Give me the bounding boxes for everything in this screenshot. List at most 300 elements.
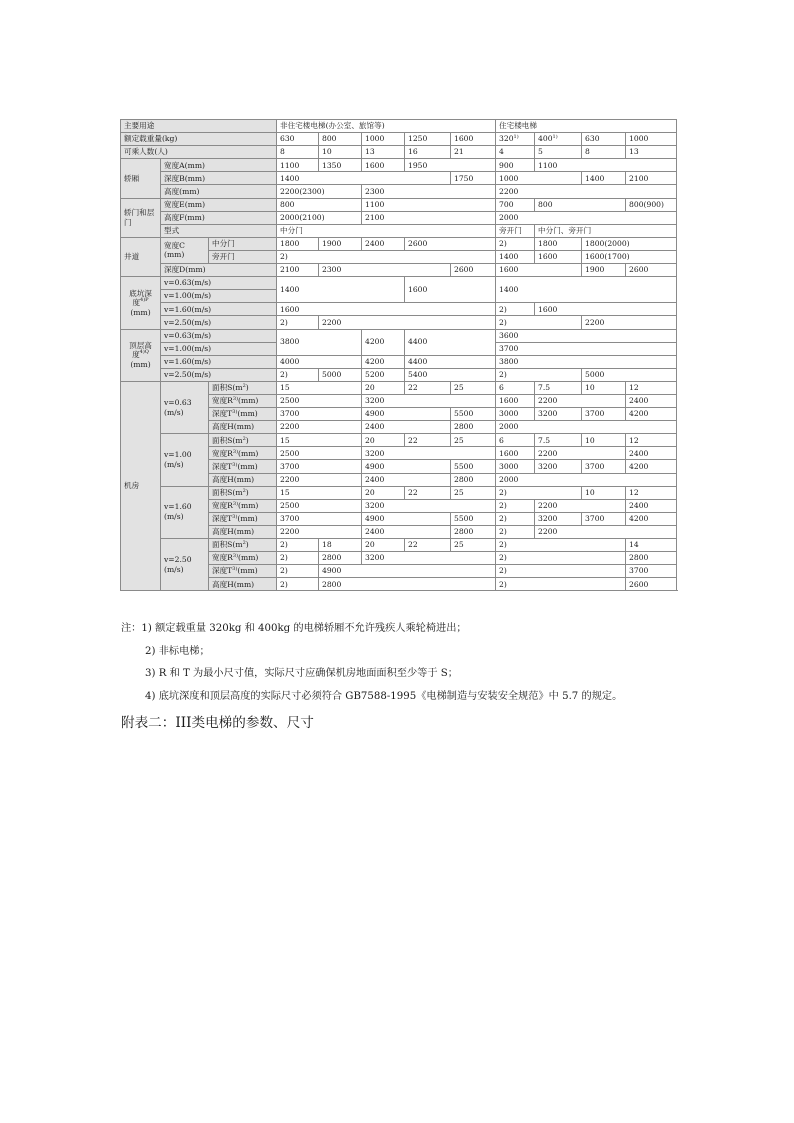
table-cell: 4400 [405,355,496,368]
group-label-pit [121,277,161,329]
table-cell: 2500 [277,447,362,460]
table-cell: 3700 [582,408,626,421]
note-2: 2) 非标电梯； [145,645,210,657]
table-cell: 2100 [626,172,677,185]
table-cell: 2500 [277,499,362,512]
table-cell: 7.5 [535,434,582,447]
table-cell: 2300 [319,264,451,277]
row-label [209,565,277,578]
row-label: v=0.63(m/s) [161,329,277,342]
row-label [209,460,277,473]
table-row [121,133,677,146]
table-cell: 1600 [535,250,582,263]
speed-unit: (m/s) [164,459,184,469]
table-cell: 2200 [535,447,626,460]
superscript: 2 [242,435,246,442]
table-cell: 4200 [626,460,677,473]
label-text: 面积S(m [212,540,243,550]
table-cell: 2200 [319,316,496,329]
table-cell: 2800 [626,552,677,565]
table-cell: 3200 [535,460,582,473]
table-cell: 21 [451,146,496,159]
table-cell: 3200 [362,447,496,460]
table-cell: 2200 [535,499,626,512]
table-cell: 1600 [451,133,496,146]
row-label [209,552,277,565]
group-label-machine-room: 机房 [121,381,161,591]
table-cell: 2100 [362,211,496,224]
row-label [209,434,277,447]
group-label-headroom [121,329,161,381]
table-cell: 2800 [451,473,496,486]
row-label: 型式 [161,224,277,237]
label-text: (mm) [238,500,259,510]
table-cell: 12 [626,381,677,394]
table-cell: 22 [405,434,451,447]
elevator-spec-table [120,119,677,591]
table-row [121,316,677,329]
table-cell: 1400 [496,277,677,303]
speed-unit: (m/s) [164,407,184,417]
table-cell: 2) [496,486,582,499]
speed-text: v=2.50 [164,554,192,564]
table-cell: 中分门、旁开门 [535,224,677,237]
group-text: (mm) [130,307,151,317]
table-cell: 2200 [277,525,362,538]
row-label: 高度F(mm) [161,211,277,224]
table-cell: 3600 [496,329,677,342]
footnote-mark: 3) [232,396,239,403]
table-cell: 25 [451,539,496,552]
table-cell: 800(900) [626,198,677,211]
table-cell: 2800 [319,552,362,565]
table-cell: 2) [277,565,319,578]
note-4: 4) 底坑深度和顶层高度的实际尺寸必须符合 GB7588-1995《电梯制造与安装安全规范》中 5.7 的规定。 [145,690,623,702]
table-cell: 3700 [277,460,362,473]
superscript: 2 [242,487,246,494]
table-cell: 1600 [496,447,535,460]
table-row [121,198,677,211]
table-cell: 12 [626,434,677,447]
table-cell: 4200 [626,408,677,421]
table-cell: 1900 [582,264,626,277]
table-cell: 2400 [626,394,677,407]
table-row [121,355,677,368]
footnote-mark: 3) [232,409,238,416]
table-cell: 6 [496,381,535,394]
table-cell: 3200 [535,512,582,525]
label-text: (mm) [237,514,258,524]
speed-unit: (m/s) [164,564,184,574]
table-cell: 4200 [362,355,405,368]
table-cell: 3700 [626,565,677,578]
footnote-mark: 3) [232,514,238,521]
table-cell: 3200 [535,408,582,421]
row-label: v=2.50(m/s) [161,368,277,381]
speed-label [161,381,209,433]
table-row [121,368,677,381]
row-label [209,539,277,552]
table-cell: 5500 [451,408,496,421]
note-1: 注：1) 额定载重量 320kg 和 400kg 的电梯轿厢不允许残疾人乘轮椅进出； [121,623,467,634]
table-cell: 1600 [405,277,496,303]
table-cell: 2) [496,525,535,538]
table-cell: 22 [405,539,451,552]
row-label: 高度H(mm) [209,473,277,486]
table-cell: 2000 [496,211,677,224]
row-label: 宽度E(mm) [161,198,277,211]
speed-label [161,486,209,538]
table-cell: 4200 [626,512,677,525]
label-text: 宽度R [212,500,233,510]
table-cell: 2000 [496,421,677,434]
group-label-car: 轿厢 [121,159,161,198]
table-notes [121,618,721,708]
table-cell: 22 [405,486,451,499]
elevator-spec-sheet [120,119,676,591]
label-text: (mm) [237,566,258,576]
table-cell: 2400 [362,237,405,250]
table-cell: 4 [496,146,535,159]
table-cell: 630 [277,133,319,146]
row-label: 可乘人数(人) [121,146,277,159]
row-label: v=2.50(m/s) [161,316,277,329]
table-cell: 2200 [535,525,677,538]
table-row [121,237,677,250]
table-cell: 20 [362,486,405,499]
table-cell: 1600 [362,159,405,172]
table-cell: 5000 [319,368,362,381]
group-text: 度 [132,298,141,308]
label-text: 宽度R [212,396,233,406]
label-text: 宽度R [212,448,233,458]
table-cell: 2) [496,565,626,578]
table-cell: 1350 [319,159,362,172]
table-cell: 4900 [319,565,496,578]
label-text: ) [245,435,249,445]
table-cell: 2200 [277,473,362,486]
table-cell: 3800 [277,329,362,355]
table-cell: 5400 [405,368,496,381]
row-label: 高度H(mm) [209,578,277,591]
row-label: 中分门 [209,237,277,250]
row-label [209,499,277,512]
label-text: 面积S(m [212,383,243,393]
table-cell: 1600 [277,303,496,316]
label-text: ) [245,487,249,497]
table-row [121,539,677,552]
label-text: (mm) [238,448,259,458]
cell-value: 400 [538,134,553,144]
table-cell: 5200 [362,368,405,381]
label-text: 深度T [212,566,233,576]
table-row [121,185,677,198]
label-text: 宽度R [212,553,233,563]
table-cell: 2600 [451,264,496,277]
table-cell: 13 [626,146,677,159]
table-cell: 2) [496,539,626,552]
footnote-mark: 3) [232,448,239,455]
table-cell: 14 [626,539,677,552]
table-cell: 2000 [496,473,677,486]
group-text: 度 [132,350,140,360]
table-cell: 1000 [626,133,677,146]
row-label: v=1.60(m/s) [161,303,277,316]
label-text: (mm) [238,553,259,563]
table-cell: 2) [496,316,582,329]
group-text: 底坑深 [129,288,152,298]
table-cell: 6 [496,434,535,447]
group-label-doors: 轿门和层门 [121,198,161,237]
table-cell: 中分门 [277,224,496,237]
speed-unit: (m/s) [164,512,184,522]
table-cell: 2400 [362,525,451,538]
table-cell: 10 [582,486,626,499]
speed-text: v=1.00 [164,450,192,460]
table-cell: 2) [496,552,626,565]
table-cell: 2600 [626,578,677,591]
table-cell: 1600 [535,303,677,316]
table-cell: 1250 [405,133,451,146]
table-cell: 4400 [405,329,496,355]
header-nonresidential: 非住宅楼电梯(办公室、旅馆等) [277,120,496,133]
row-label: 宽度A(mm) [161,159,277,172]
table-cell: 3000 [496,460,535,473]
table-cell: 2400 [362,473,451,486]
speed-text: v=0.63 [164,397,192,407]
footnote-mark: 3) [232,461,238,468]
table-cell: 1000 [496,172,582,185]
label-text: 深度T [212,514,233,524]
table-cell: 8 [277,146,319,159]
row-label: v=1.60(m/s) [161,355,277,368]
table-cell: 800 [319,133,362,146]
table-cell: 10 [582,381,626,394]
table-cell: 630 [582,133,626,146]
footnote-mark: 3) [232,566,238,573]
table-row [121,159,677,172]
table-row [121,264,677,277]
table-cell: 20 [362,381,405,394]
table-cell: 2600 [405,237,496,250]
table-row [121,224,677,237]
row-label: 高度H(mm) [209,421,277,434]
table-cell: 2800 [319,578,496,591]
group-text: (mm) [130,359,151,369]
table-cell: 2200(2300) [277,185,362,198]
table-cell: 1750 [451,172,496,185]
appendix-heading: 附表二：III类电梯的参数、尺寸 [121,715,314,731]
table-cell: 1600(1700) [582,250,677,263]
table-cell: 900 [496,159,535,172]
cell-value: 320 [499,134,514,144]
row-label: 旁开门 [209,250,277,263]
superscript: 2 [242,383,246,390]
table-cell: 1400 [496,250,535,263]
table-cell: 2) [496,499,535,512]
table-row [121,486,677,499]
table-cell: 2000(2100) [277,211,362,224]
table-cell: 1000 [362,133,405,146]
table-cell: 4900 [362,512,451,525]
label-text: ) [245,540,249,550]
speed-label [161,434,209,486]
note-3: 3) R 和 T 为最小尺寸值，实际尺寸应确保机房地面面积至少等于 S； [145,668,458,679]
table-cell: 2) [277,539,319,552]
table-cell: 1900 [319,237,362,250]
table-cell: 2200 [496,185,677,198]
table-cell: 2400 [362,421,451,434]
table-cell: 18 [319,539,362,552]
table-cell: 3700 [496,342,677,355]
table-cell: 3000 [496,408,535,421]
table-cell: 1100 [535,159,677,172]
row-label [209,394,277,407]
table-cell: 8 [582,146,626,159]
label-text: 面积S(m [212,435,243,445]
table-cell: 4900 [362,460,451,473]
row-label: 高度H(mm) [209,525,277,538]
table-cell: 800 [535,198,626,211]
table-cell: 2600 [626,264,677,277]
table-cell: 1600 [496,264,582,277]
label-text: (mm) [238,396,259,406]
table-cell: 5000 [582,368,677,381]
table-cell: 3200 [362,552,496,565]
row-label: v=1.00(m/s) [161,290,277,303]
table-row [121,434,677,447]
table-cell: 1400 [277,277,405,303]
table-row [121,120,677,133]
table-cell: 3700 [582,460,626,473]
table-cell: 7.5 [535,381,582,394]
label-text: 深度T [212,409,233,419]
label-text: (mm) [237,461,258,471]
row-label [209,381,277,394]
table-cell: 25 [451,434,496,447]
footnote-mark: 1) [552,134,558,141]
table-cell: 2) [277,316,319,329]
table-cell: 5500 [451,460,496,473]
table-cell: 1400 [582,172,626,185]
table-cell: 5 [535,146,582,159]
row-label: 额定载重量(kg) [121,133,277,146]
table-cell: 2) [277,552,319,565]
unit-text: (mm) [164,250,185,260]
table-cell: 12 [626,486,677,499]
table-cell: 2200 [277,421,362,434]
table-cell: 5500 [451,512,496,525]
table-row [121,329,677,342]
label-text: 面积S(m [212,487,243,497]
table-cell: 25 [451,486,496,499]
table-cell: 2) [496,237,535,250]
table-cell: 4000 [277,355,362,368]
table-cell: 2) [496,368,582,381]
table-cell: 15 [277,486,362,499]
label-text: (mm) [237,409,258,419]
table-cell: 2300 [362,185,496,198]
row-label [209,512,277,525]
row-label [209,408,277,421]
speed-label [161,539,209,591]
table-cell: 25 [451,381,496,394]
table-cell: 1100 [362,198,496,211]
label-text: ) [245,383,249,393]
table-cell: 2) [496,578,626,591]
table-cell: 20 [362,539,405,552]
shaft-width-text: 宽度C [164,240,185,250]
table-cell: 4200 [362,329,405,355]
table-cell [496,133,535,146]
table-row [121,277,677,290]
table-cell [535,133,582,146]
table-cell: 2200 [582,316,677,329]
table-cell: 1600 [496,394,535,407]
header-residential: 住宅楼电梯 [496,120,677,133]
row-label [209,486,277,499]
table-cell: 旁开门 [496,224,535,237]
row-label [209,447,277,460]
table-cell: 15 [277,381,362,394]
footnote-mark: 4)P [140,297,149,304]
shaft-width-label [161,237,209,263]
table-cell: 2200 [535,394,626,407]
table-cell: 3200 [362,394,496,407]
table-cell: 15 [277,434,362,447]
table-cell: 2800 [451,421,496,434]
table-cell: 3200 [362,499,496,512]
table-cell: 2) [496,303,535,316]
table-row [121,381,677,394]
group-label-shaft: 井道 [121,237,161,276]
table-cell: 1800 [535,237,582,250]
header-label: 主要用途 [121,120,277,133]
table-cell: 2) [277,578,319,591]
superscript: 2 [242,540,246,547]
label-text: 深度T [212,461,233,471]
table-cell: 2800 [451,525,496,538]
table-cell: 22 [405,381,451,394]
table-row [121,211,677,224]
table-row [121,303,677,316]
table-cell: 20 [362,434,405,447]
table-cell: 2400 [626,447,677,460]
table-cell: 1800(2000) [582,237,677,250]
footnote-mark: 3) [232,553,239,560]
footnote-mark: 3) [232,500,239,507]
table-cell: 1400 [277,172,451,185]
row-label: v=0.63(m/s) [161,277,277,290]
table-cell: 700 [496,198,535,211]
table-cell: 800 [277,198,362,211]
footnote-mark: 1) [513,134,519,141]
table-cell: 1800 [277,237,319,250]
table-cell: 1100 [277,159,319,172]
row-label: 高度(mm) [161,185,277,198]
table-cell: 3800 [496,355,677,368]
table-cell: 2100 [277,264,319,277]
table-cell: 16 [405,146,451,159]
table-cell: 2) [496,512,535,525]
table-cell: 4900 [362,408,451,421]
table-cell: 2) [277,250,496,263]
table-row [121,146,677,159]
table-cell: 3700 [277,408,362,421]
table-cell: 10 [582,434,626,447]
table-row [121,172,677,185]
table-cell: 10 [319,146,362,159]
